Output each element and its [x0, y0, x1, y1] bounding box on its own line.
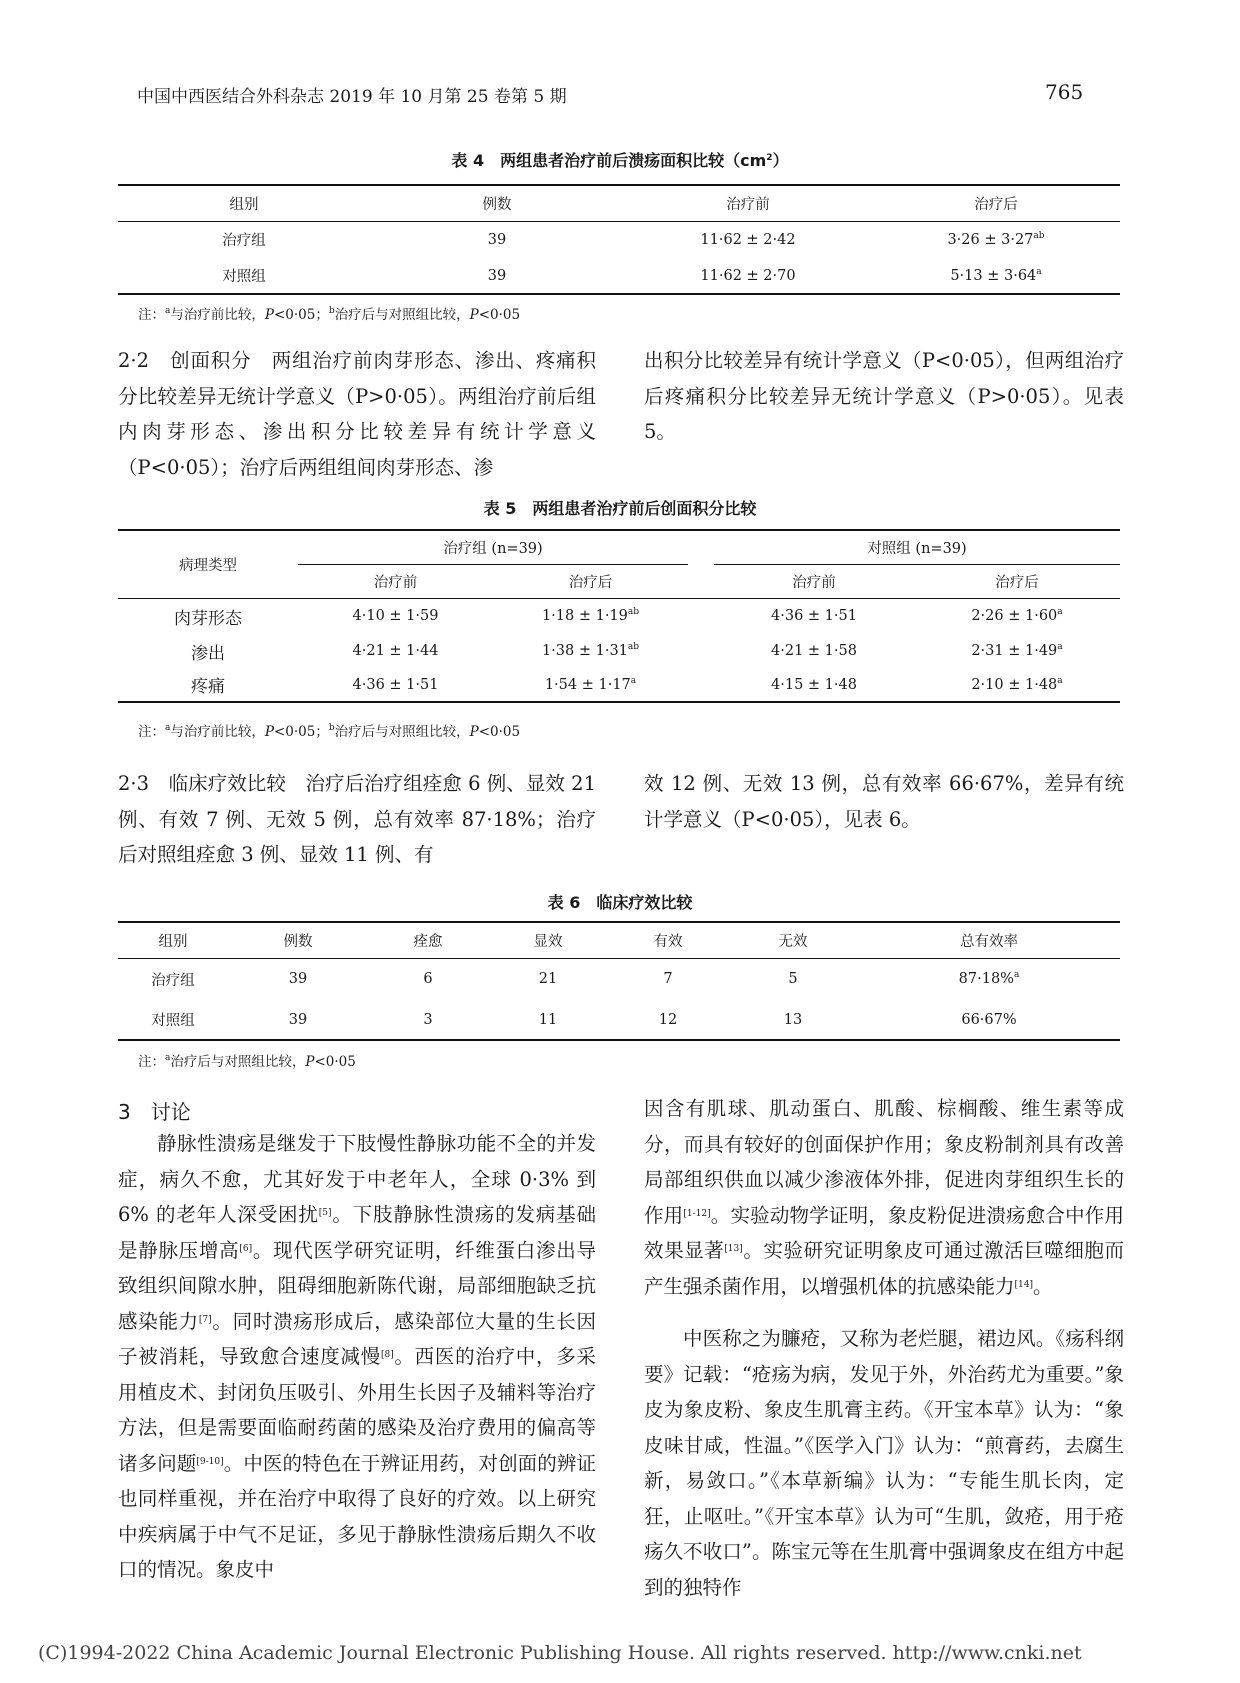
- section-3-right-p1: 因含有肌球、肌动蛋白、肌酸、棕榈酸、维生素等成分，而具有较好的创面保护作用；象皮粉制剂具有改善局部组织供血以减少渗液体外排，促进肉芽组织生长的作用[1-12]。实验动物学证明，象皮粉促进溃疡愈合中作用效果显著[13]。实验研究证明象皮可通过激活巨噬细胞而产生强杀菌作用，以增强机体的抗感染能力[14]。: [644, 1097, 1124, 1298]
- table6-cell: 对照组: [151, 1013, 195, 1029]
- table6-cell: 6: [423, 971, 433, 988]
- table5-header-type: 病理类型: [179, 557, 237, 574]
- table4-cell: 治疗组: [222, 233, 266, 250]
- table5-cell: 4·36 ± 1·51: [771, 608, 857, 625]
- table5-cell: $2\cdot 31 \pm 1\cdot 49^a$: [971, 642, 1063, 659]
- table4-header-n: 例数: [482, 196, 512, 213]
- table4-cell: $5\cdot 13 \pm 3\cdot 64^a$: [950, 266, 1042, 284]
- table5-cell: $1\cdot 54 \pm 1\cdot 17^a$: [544, 675, 637, 693]
- table6-caption: 表 6 临床疗效比较: [547, 893, 693, 912]
- section-3-left: 静脉性溃疡是继发于下肢慢性静脉功能不全的并发症，病久不愈，尤其好发于中老年人，全球 0·3% 到 6% 的老年人深受困扰[5]。下肢静脉性溃疡的发病基础是静脉压增高[6]。现代医学研究证明，纤维蛋白渗出导致组织间隙水肿，阻碍细胞新陈代谢，局部细胞缺乏抗感染能力[7]。同时溃疡形成后，感染部位大量的生长因子被消耗，导致愈合速度减慢[8]。西医的治疗中，多采用植皮术、封闭负压吸引、外用生长因子及辅料等治疗方法，但是需要面临耐药菌的感染及治疗费用的偏高等诸多问题[9-10]。中医的特色在于辨证用药，对创面的辨证也同样重视，并在治疗中取得了良好的疗效。以上研究中疾病属于中气不足证，多见于静脉性溃疡后期久不收口的情况。象皮中: [118, 1132, 596, 1581]
- section-2-3-left: 2·3 临床疗效比较 治疗后治疗组痊愈 6 例、显效 21 例、有效 7 例、无效 5 例，总有效率 87·18%；治疗后对照组痊愈 3 例、显效 11 例、有: [118, 772, 596, 866]
- table4-header-after: 治疗后: [974, 196, 1018, 213]
- table6-header: 组别: [158, 933, 188, 950]
- table5-header-group1: 治疗组 (n=39): [298, 530, 688, 564]
- table6-header: 无效: [778, 933, 808, 950]
- section-3-heading: 3 讨论: [118, 1100, 191, 1124]
- table4-caption: 表 4 两组患者治疗前后溃疡面积比较$(cm^2)$: [451, 151, 789, 170]
- table5-cell: 4·10 ± 1·59: [352, 608, 439, 625]
- table6-cell: 12: [658, 1011, 678, 1028]
- section-2-2-right: 出积分比较差异有统计学意义（P<0·05），但两组治疗后疼痛积分比较差异无统计学意义（P>0·05）。见表 5。: [644, 349, 1124, 443]
- table4-header-group: 组别: [229, 196, 259, 213]
- table5-cell: 渗出: [191, 643, 225, 664]
- table4-header-before: 治疗前: [726, 196, 770, 213]
- section-3-right-p2: 中医称之为臁疮，又称为老烂腿，裙边风。《疡科纲要》记载：“疮疡为病，发见于外，外治药尤为重要。”象皮为象皮粉、象皮生肌膏主药。《开宝本草》认为：“象皮味甘咸，性温。”《医学入门》认为：“煎膏药，去腐生新，易敛口。”《本草新编》认为：“专能生肌长肉，定狂，止呕吐。”《开宝本草》认为可“生肌，敛疮，用于疮疡久不收口”。陈宝元等在生肌膏中强调象皮在组方中起到的独特作: [644, 1327, 1124, 1599]
- table5-cell: $1\cdot 18 \pm 1\cdot 19^{ab}$: [541, 607, 640, 625]
- table5-subheader: 治疗前: [373, 574, 418, 591]
- table5-note: 注：$^a$与治疗前比较，P<0·05；$^b$治疗后与对照组比较，P<0·05: [138, 723, 521, 740]
- table6-cell: 13: [783, 1011, 803, 1028]
- table5-cell: 4·21 ± 1·58: [771, 643, 857, 659]
- table5-cell: 疼痛: [191, 677, 225, 697]
- table6-header: 有效: [653, 933, 683, 950]
- table-row: [118, 668, 1120, 702]
- table5-cell: $2\cdot 26 \pm 1\cdot 60^a$: [971, 607, 1063, 625]
- table-row: [118, 221, 1120, 258]
- table5-cell: 4·36 ± 1·51: [352, 676, 439, 693]
- table5-cell: 肉芽形态: [174, 608, 242, 629]
- table5-header-group2: 对照组 (n=39): [714, 530, 1120, 564]
- table4-cell: 对照组: [222, 269, 266, 285]
- table5: [118, 529, 1120, 703]
- table4-cell: 39: [487, 231, 507, 248]
- table6-note: 注：$^a$治疗后与对照组比较，P<0·05: [138, 1053, 356, 1070]
- table5-caption: 表 5 两组患者治疗前后创面积分比较: [483, 499, 757, 518]
- table6-cell: 治疗组: [151, 972, 195, 989]
- table4-cell: 39: [487, 267, 507, 284]
- section-2-3-right: 效 12 例、无效 13 例，总有效率 66·67%，差异有统计学意义（P<0·05），见表 6。: [644, 772, 1124, 831]
- table5-cell: 4·15 ± 1·48: [771, 676, 857, 693]
- table4: [118, 184, 1120, 295]
- table6-cell: 3: [423, 1011, 433, 1028]
- table5-cell: $1\cdot 38 \pm 1\cdot 31^{ab}$: [541, 642, 640, 659]
- table6-cell: 39: [288, 971, 308, 988]
- table5-cell: $2\cdot 10 \pm 1\cdot 48^a$: [971, 675, 1063, 693]
- table-row: [118, 634, 1120, 668]
- table6-cell: 11: [538, 1011, 558, 1028]
- page-number: 765: [1045, 80, 1084, 104]
- table5-subheader: 治疗后: [995, 574, 1039, 591]
- table-row: [118, 598, 1120, 634]
- table6-cell: 7: [663, 971, 673, 988]
- table5-subheader: 治疗后: [568, 574, 613, 591]
- table6-cell: 87·18%$^a$: [958, 970, 1020, 988]
- table4-cell: 11·62 ± 2·42: [700, 231, 796, 248]
- journal-header: 中国中西医结合外科杂志 2019 年 10 月第 25 卷第 5 期: [137, 87, 567, 107]
- table4-cell: 11·62 ± 2·70: [700, 267, 796, 284]
- table6-cell: 66·67%: [961, 1011, 1017, 1028]
- table-row: [118, 958, 1120, 1000]
- table6-header: 例数: [283, 933, 313, 950]
- table4-note: 注：$^a$与治疗前比较，P<0·05；$^b$治疗后与对照组比较，P<0·05: [138, 306, 521, 323]
- table4-cell: $3\cdot 26 \pm 3\cdot 27^{ab}$: [947, 230, 1045, 248]
- table5-subheader: 治疗前: [792, 574, 836, 591]
- table6-cell: 5: [788, 971, 798, 988]
- table-row: [118, 258, 1120, 294]
- table6: [118, 921, 1120, 1041]
- table6-cell: 39: [288, 1011, 308, 1028]
- table6-cell: 21: [538, 971, 558, 988]
- table5-cell: 4·21 ± 1·44: [352, 643, 439, 659]
- table6-header: 痊愈: [413, 933, 443, 950]
- table-row: [118, 1000, 1120, 1040]
- copyright-footer: (C)1994-2022 China Academic Journal Electronic Publishing House. All rights reserved. http://www.cnki.net: [38, 1642, 1082, 1664]
- table6-header: 总有效率: [960, 933, 1018, 950]
- table6-header: 显效: [533, 933, 563, 950]
- section-2-2-left: 2·2 创面积分 两组治疗前肉芽形态、渗出、疼痛积分比较差异无统计学意义（P>0·05）。两组治疗前后组内肉芽形态、渗出积分比较差异有统计学意义（P<0·05）；治疗后两组组间肉芽形态、渗: [118, 349, 596, 479]
